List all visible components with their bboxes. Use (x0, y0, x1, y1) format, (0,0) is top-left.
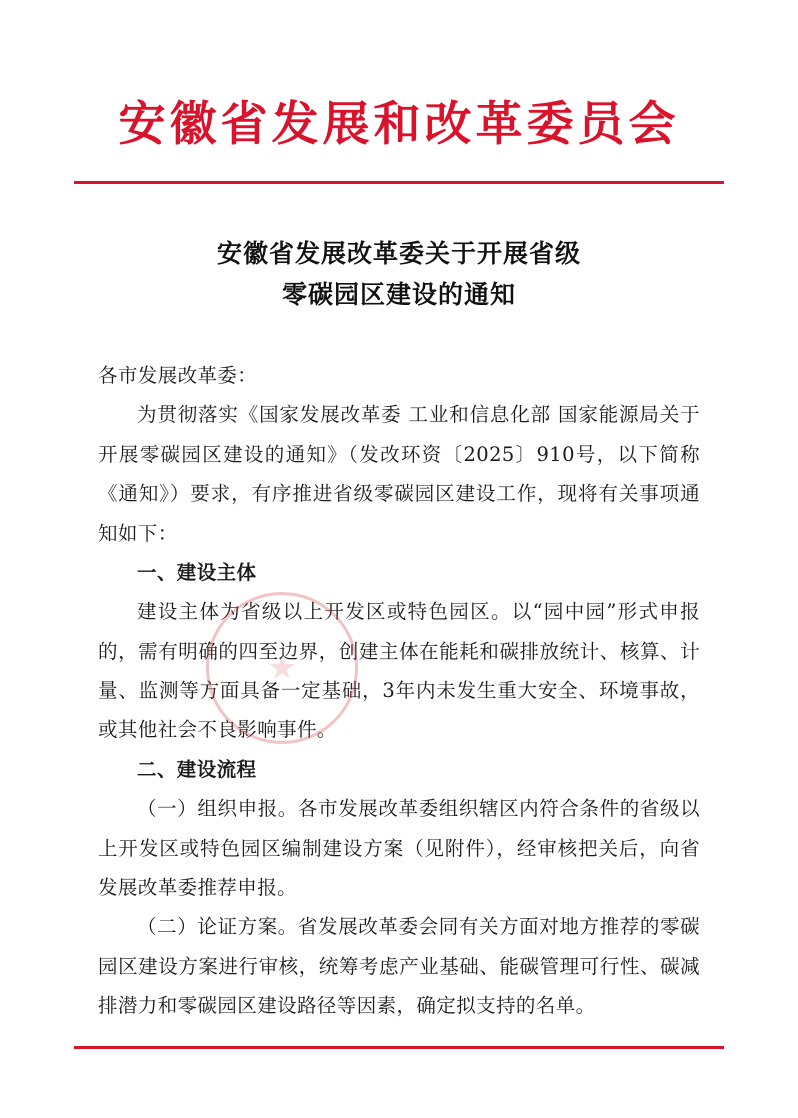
salutation: 各市发展改革委： (98, 364, 258, 387)
body-paragraph-3: （一）组织申报。各市发展改革委组织辖区内符合条件的省级以上开发区或特色园区编制建设方案（见附件），经审核把关后，向省发展改革委推荐申报。 (98, 797, 700, 899)
document-title (0, 234, 798, 315)
document-title-line-2: 零碳园区建设的通知 (281, 279, 516, 309)
section-heading-1: 一、建设主体 (137, 560, 257, 584)
header-divider-top (74, 181, 724, 184)
body-paragraph-2: 建设主体为省级以上开发区或特色园区。以“园中园”形式申报的，需有明确的四至边界，创建主体在能耗和碳排放统计、核算、计量、监测等方面具备一定基础，3年内未发生重大安全、环境事故，或其他社会不良影响事件。 (98, 600, 700, 742)
document-body (98, 356, 700, 1025)
footer-divider-bottom (74, 1046, 724, 1049)
body-paragraph-1: 为贯彻落实《国家发展改革委 工业和信息化部 国家能源局关于开展零碳园区建设的通知》（发改环资〔2025〕910号，以下简称《通知》）要求，有序推进省级零碳园区建设工作，现将有关事项通知如下： (98, 403, 700, 545)
letterhead-title: 安徽省发展和改革委员会 (118, 97, 680, 152)
letterhead (0, 98, 798, 152)
document-title-line-1: 安徽省发展改革委关于开展省级 (216, 239, 581, 268)
section-heading-2: 二、建设流程 (137, 757, 257, 781)
body-paragraph-4: （二）论证方案。省发展改革委会同有关方面对地方推荐的零碳园区建设方案进行审核，统筹考虑产业基础、能碳管理可行性、碳减排潜力和零碳园区建设路径等因素，确定拟支持的名单。 (98, 915, 700, 1017)
